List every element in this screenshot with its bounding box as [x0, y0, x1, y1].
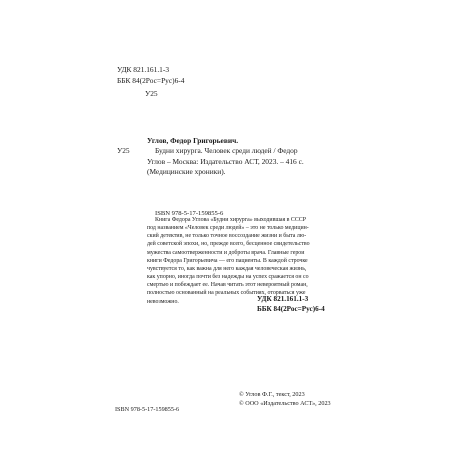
udk-code-bottom: УДК 821.161.1-3 — [257, 295, 309, 303]
author-mark-left: У25 — [117, 146, 130, 155]
annotation-line: смертью и побеждает ее. Начав читать этот невероятный роман, — [147, 282, 308, 289]
annotation-line: книги Федора Григорьевича — его пациенты. В каждой строчке — [147, 257, 308, 264]
annotation-paragraph — [147, 216, 362, 306]
bibliographic-description — [147, 136, 359, 177]
annotation-line: чувствуется то, как важна для него каждая человеческая жизнь, — [147, 265, 307, 272]
author-name: Углов, Федор Григорьевич. — [147, 136, 239, 145]
annotation-line: Книга Федора Углова «Будни хирурга» выходившая в СССР — [155, 217, 306, 223]
copyright-line: © ООО «Издательство АСТ», 2023 — [239, 399, 331, 407]
biblio-line: Углов – Москва: Издательство АСТ, 2023. – 416 с. — [147, 156, 304, 166]
annotation-line: мужества самоотверженности и доброты врача. Главные герои — [147, 249, 305, 256]
copyright-block — [239, 391, 331, 408]
bbk-code-top: ББК 84(2Рос=Рус)6-4 — [117, 76, 185, 85]
annotation-line: невозможно. — [147, 298, 179, 305]
author-mark-top: У25 — [145, 89, 158, 98]
isbn-middle: ISBN 978-5-17-159855-6 — [155, 209, 224, 217]
isbn-footer: ISBN 978-5-17-159855-6 — [115, 406, 180, 414]
copyright-line: © Углов Ф.Г., текст, 2023 — [239, 391, 305, 398]
annotation-line: полностью основанный на реальных событиях, оторваться уже — [147, 290, 306, 297]
biblio-line: Будни хирурга. Человек среди людей / Федор — [155, 146, 298, 156]
biblio-line: (Медицинские хроники). — [147, 166, 226, 176]
bbk-code-bottom: ББК 84(2Рос=Рус)6-4 — [257, 305, 325, 313]
udk-code-top: УДК 821.161.1-3 — [117, 65, 170, 74]
annotation-line: ский детектив, не только точное воссоздание жизни и быта лю- — [147, 233, 307, 240]
annotation-line: дей советской эпохи, но, прежде всего, бесценное свидетельство — [147, 241, 310, 248]
annotation-line: как упорно, иногда почти без надежды на успех сражается он со — [147, 274, 309, 281]
annotation-line: под названием «Человек среди людей» – это не только медицин- — [147, 225, 309, 232]
classification-bottom — [257, 294, 325, 314]
